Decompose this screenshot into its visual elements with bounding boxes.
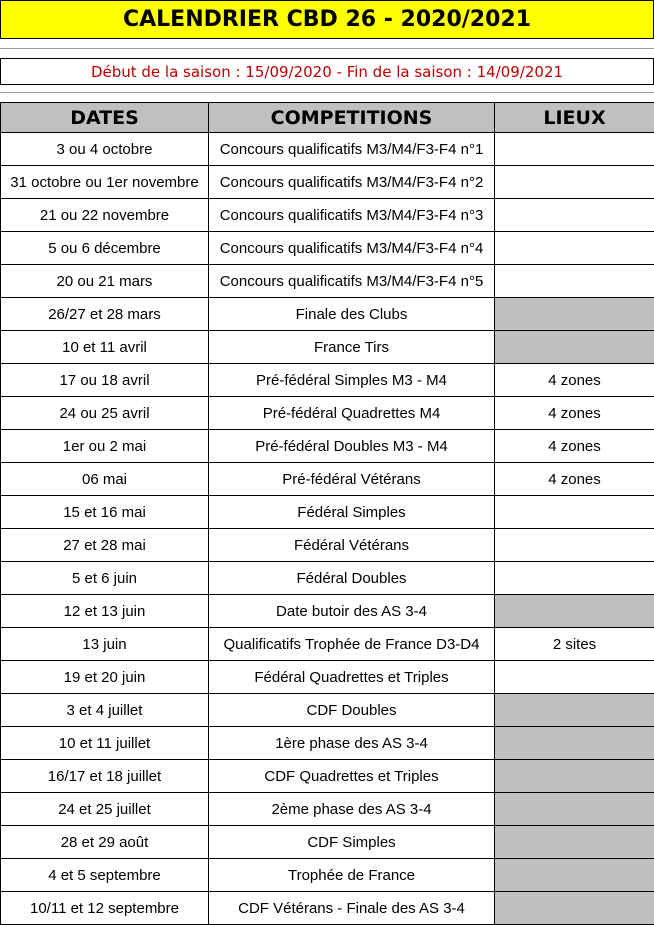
competition-cell: Concours qualificatifs M3/M4/F3-F4 n°4 [209, 232, 495, 265]
date-cell: 10/11 et 12 septembre [1, 892, 209, 925]
competition-cell: Concours qualificatifs M3/M4/F3-F4 n°1 [209, 133, 495, 166]
lieu-cell [495, 826, 654, 859]
competition-cell: Pré-fédéral Simples M3 - M4 [209, 364, 495, 397]
table-row [1, 793, 654, 826]
date-cell: 15 et 16 mai [1, 496, 209, 529]
table-row [1, 199, 654, 232]
table-header-row [1, 103, 654, 133]
table-row [1, 529, 654, 562]
date-cell: 10 et 11 avril [1, 331, 209, 364]
lieu-cell [495, 496, 654, 529]
lieu-cell [495, 595, 654, 628]
lieu-cell: 2 sites [495, 628, 654, 661]
table-row [1, 265, 654, 298]
competition-cell: CDF Doubles [209, 694, 495, 727]
table-row [1, 298, 654, 331]
lieu-cell [495, 793, 654, 826]
competition-cell: Pré-fédéral Doubles M3 - M4 [209, 430, 495, 463]
competition-cell: Fédéral Vétérans [209, 529, 495, 562]
table-row [1, 859, 654, 892]
table-row [1, 595, 654, 628]
date-cell: 5 et 6 juin [1, 562, 209, 595]
gridline [0, 92, 654, 93]
date-cell: 1er ou 2 mai [1, 430, 209, 463]
date-cell: 21 ou 22 novembre [1, 199, 209, 232]
competition-cell: Qualificatifs Trophée de France D3-D4 [209, 628, 495, 661]
lieu-cell [495, 232, 654, 265]
header-competitions: COMPETITIONS [209, 103, 495, 133]
date-cell: 24 ou 25 avril [1, 397, 209, 430]
table-row [1, 166, 654, 199]
date-cell: 17 ou 18 avril [1, 364, 209, 397]
table-row [1, 430, 654, 463]
competition-cell: CDF Simples [209, 826, 495, 859]
lieu-cell [495, 199, 654, 232]
date-cell: 20 ou 21 mars [1, 265, 209, 298]
competition-cell: 2ème phase des AS 3-4 [209, 793, 495, 826]
table-row [1, 826, 654, 859]
calendar-rows [1, 133, 654, 925]
competition-cell: Finale des Clubs [209, 298, 495, 331]
competition-cell: Trophée de France [209, 859, 495, 892]
date-cell: 24 et 25 juillet [1, 793, 209, 826]
table-row [1, 463, 654, 496]
lieu-cell [495, 760, 654, 793]
header-lieux: LIEUX [495, 103, 654, 133]
lieu-cell [495, 133, 654, 166]
lieu-cell [495, 859, 654, 892]
lieu-cell [495, 694, 654, 727]
lieu-cell [495, 265, 654, 298]
season-dates: Début de la saison : 15/09/2020 - Fin de la saison : 14/09/2021 [0, 58, 654, 85]
competition-cell: Date butoir des AS 3-4 [209, 595, 495, 628]
lieu-cell [495, 166, 654, 199]
table-row [1, 661, 654, 694]
calendar-table [0, 102, 654, 925]
table-row [1, 727, 654, 760]
lieu-cell [495, 298, 654, 331]
table-row [1, 892, 654, 925]
competition-cell: Fédéral Simples [209, 496, 495, 529]
table-row [1, 331, 654, 364]
date-cell: 31 octobre ou 1er novembre [1, 166, 209, 199]
competition-cell: CDF Vétérans - Finale des AS 3-4 [209, 892, 495, 925]
lieu-cell: 4 zones [495, 463, 654, 496]
competition-cell: Pré-fédéral Quadrettes M4 [209, 397, 495, 430]
gridline [0, 48, 654, 49]
date-cell: 3 ou 4 octobre [1, 133, 209, 166]
date-cell: 3 et 4 juillet [1, 694, 209, 727]
competition-cell: Concours qualificatifs M3/M4/F3-F4 n°5 [209, 265, 495, 298]
lieu-cell [495, 331, 654, 364]
lieu-cell: 4 zones [495, 397, 654, 430]
date-cell: 4 et 5 septembre [1, 859, 209, 892]
competition-cell: Fédéral Quadrettes et Triples [209, 661, 495, 694]
date-cell: 16/17 et 18 juillet [1, 760, 209, 793]
date-cell: 5 ou 6 décembre [1, 232, 209, 265]
table-row [1, 133, 654, 166]
date-cell: 12 et 13 juin [1, 595, 209, 628]
competition-cell: France Tirs [209, 331, 495, 364]
competition-cell: Concours qualificatifs M3/M4/F3-F4 n°2 [209, 166, 495, 199]
lieu-cell: 4 zones [495, 430, 654, 463]
table-row [1, 694, 654, 727]
competition-cell: CDF Quadrettes et Triples [209, 760, 495, 793]
lieu-cell [495, 892, 654, 925]
table-row [1, 496, 654, 529]
header-dates: DATES [1, 103, 209, 133]
table-row [1, 562, 654, 595]
date-cell: 10 et 11 juillet [1, 727, 209, 760]
date-cell: 26/27 et 28 mars [1, 298, 209, 331]
competition-cell: Concours qualificatifs M3/M4/F3-F4 n°3 [209, 199, 495, 232]
competition-cell: Fédéral Doubles [209, 562, 495, 595]
table-row [1, 364, 654, 397]
date-cell: 19 et 20 juin [1, 661, 209, 694]
date-cell: 06 mai [1, 463, 209, 496]
lieu-cell [495, 727, 654, 760]
table-row [1, 232, 654, 265]
lieu-cell [495, 529, 654, 562]
calendar-title: CALENDRIER CBD 26 - 2020/2021 [0, 0, 654, 39]
lieu-cell [495, 562, 654, 595]
table-row [1, 760, 654, 793]
date-cell: 13 juin [1, 628, 209, 661]
date-cell: 28 et 29 août [1, 826, 209, 859]
competition-cell: Pré-fédéral Vétérans [209, 463, 495, 496]
date-cell: 27 et 28 mai [1, 529, 209, 562]
table-row [1, 628, 654, 661]
competition-cell: 1ère phase des AS 3-4 [209, 727, 495, 760]
lieu-cell [495, 661, 654, 694]
table-row [1, 397, 654, 430]
lieu-cell: 4 zones [495, 364, 654, 397]
